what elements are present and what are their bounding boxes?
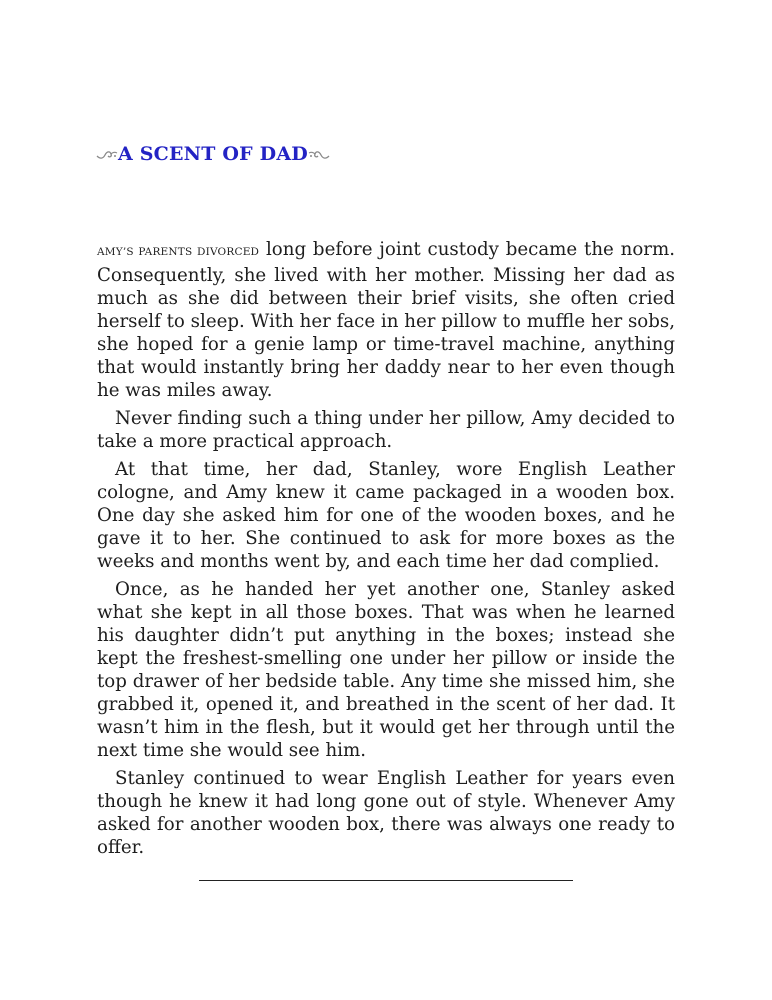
paragraph-1-text: long before joint custody became the norm. Consequently, she lived with her mother. Missing her dad as much as she did between their brief visits, she often cried herself to sleep. With her face in her pillow to muffle her sobs, she hoped for a genie lamp or time-travel machine, anything that would instantly bring her daddy near to her even though he was miles away. [97,239,675,401]
paragraph-4: Once, as he handed her yet another one, Stanley asked what she kept in all those boxes. That was when he learned his daughter didn’t put anything in the boxes; instead she kept the freshest-smelling one under her pillow or inside the top drawer of her bedside table. Any time she missed him, she grabbed it, opened it, and breathed in the scent of her dad. It wasn’t him in the flesh, but it would get her through until the next time she would see him. [97,579,675,761]
section-divider [199,880,573,881]
lead-in-smallcaps: AMY’S PARENTS DIVORCED [97,246,260,258]
paragraph-3: At that time, her dad, Stanley, wore English Leather cologne, and Amy knew it came packaged in a wooden box. One day she asked him for one of the wooden boxes, and he gave it to her. She continued to ask for more boxes as the weeks and months went by, and each time her dad complied. [97,459,675,572]
paragraph-5: Stanley continued to wear English Leather for years even though he knew it had long gone out of style. Whenever Amy asked for another wooden box, there was always one ready to offer. [97,768,675,858]
story-text [97,238,675,864]
chapter-title: A SCENT OF DAD [118,143,308,165]
chapter-heading [96,143,330,165]
paragraph-2: Never finding such a thing under her pillow, Amy decided to take a more practical approach. [97,408,675,452]
flourish-right-icon [308,147,330,161]
paragraph-1 [97,238,675,402]
flourish-left-icon [96,147,118,161]
